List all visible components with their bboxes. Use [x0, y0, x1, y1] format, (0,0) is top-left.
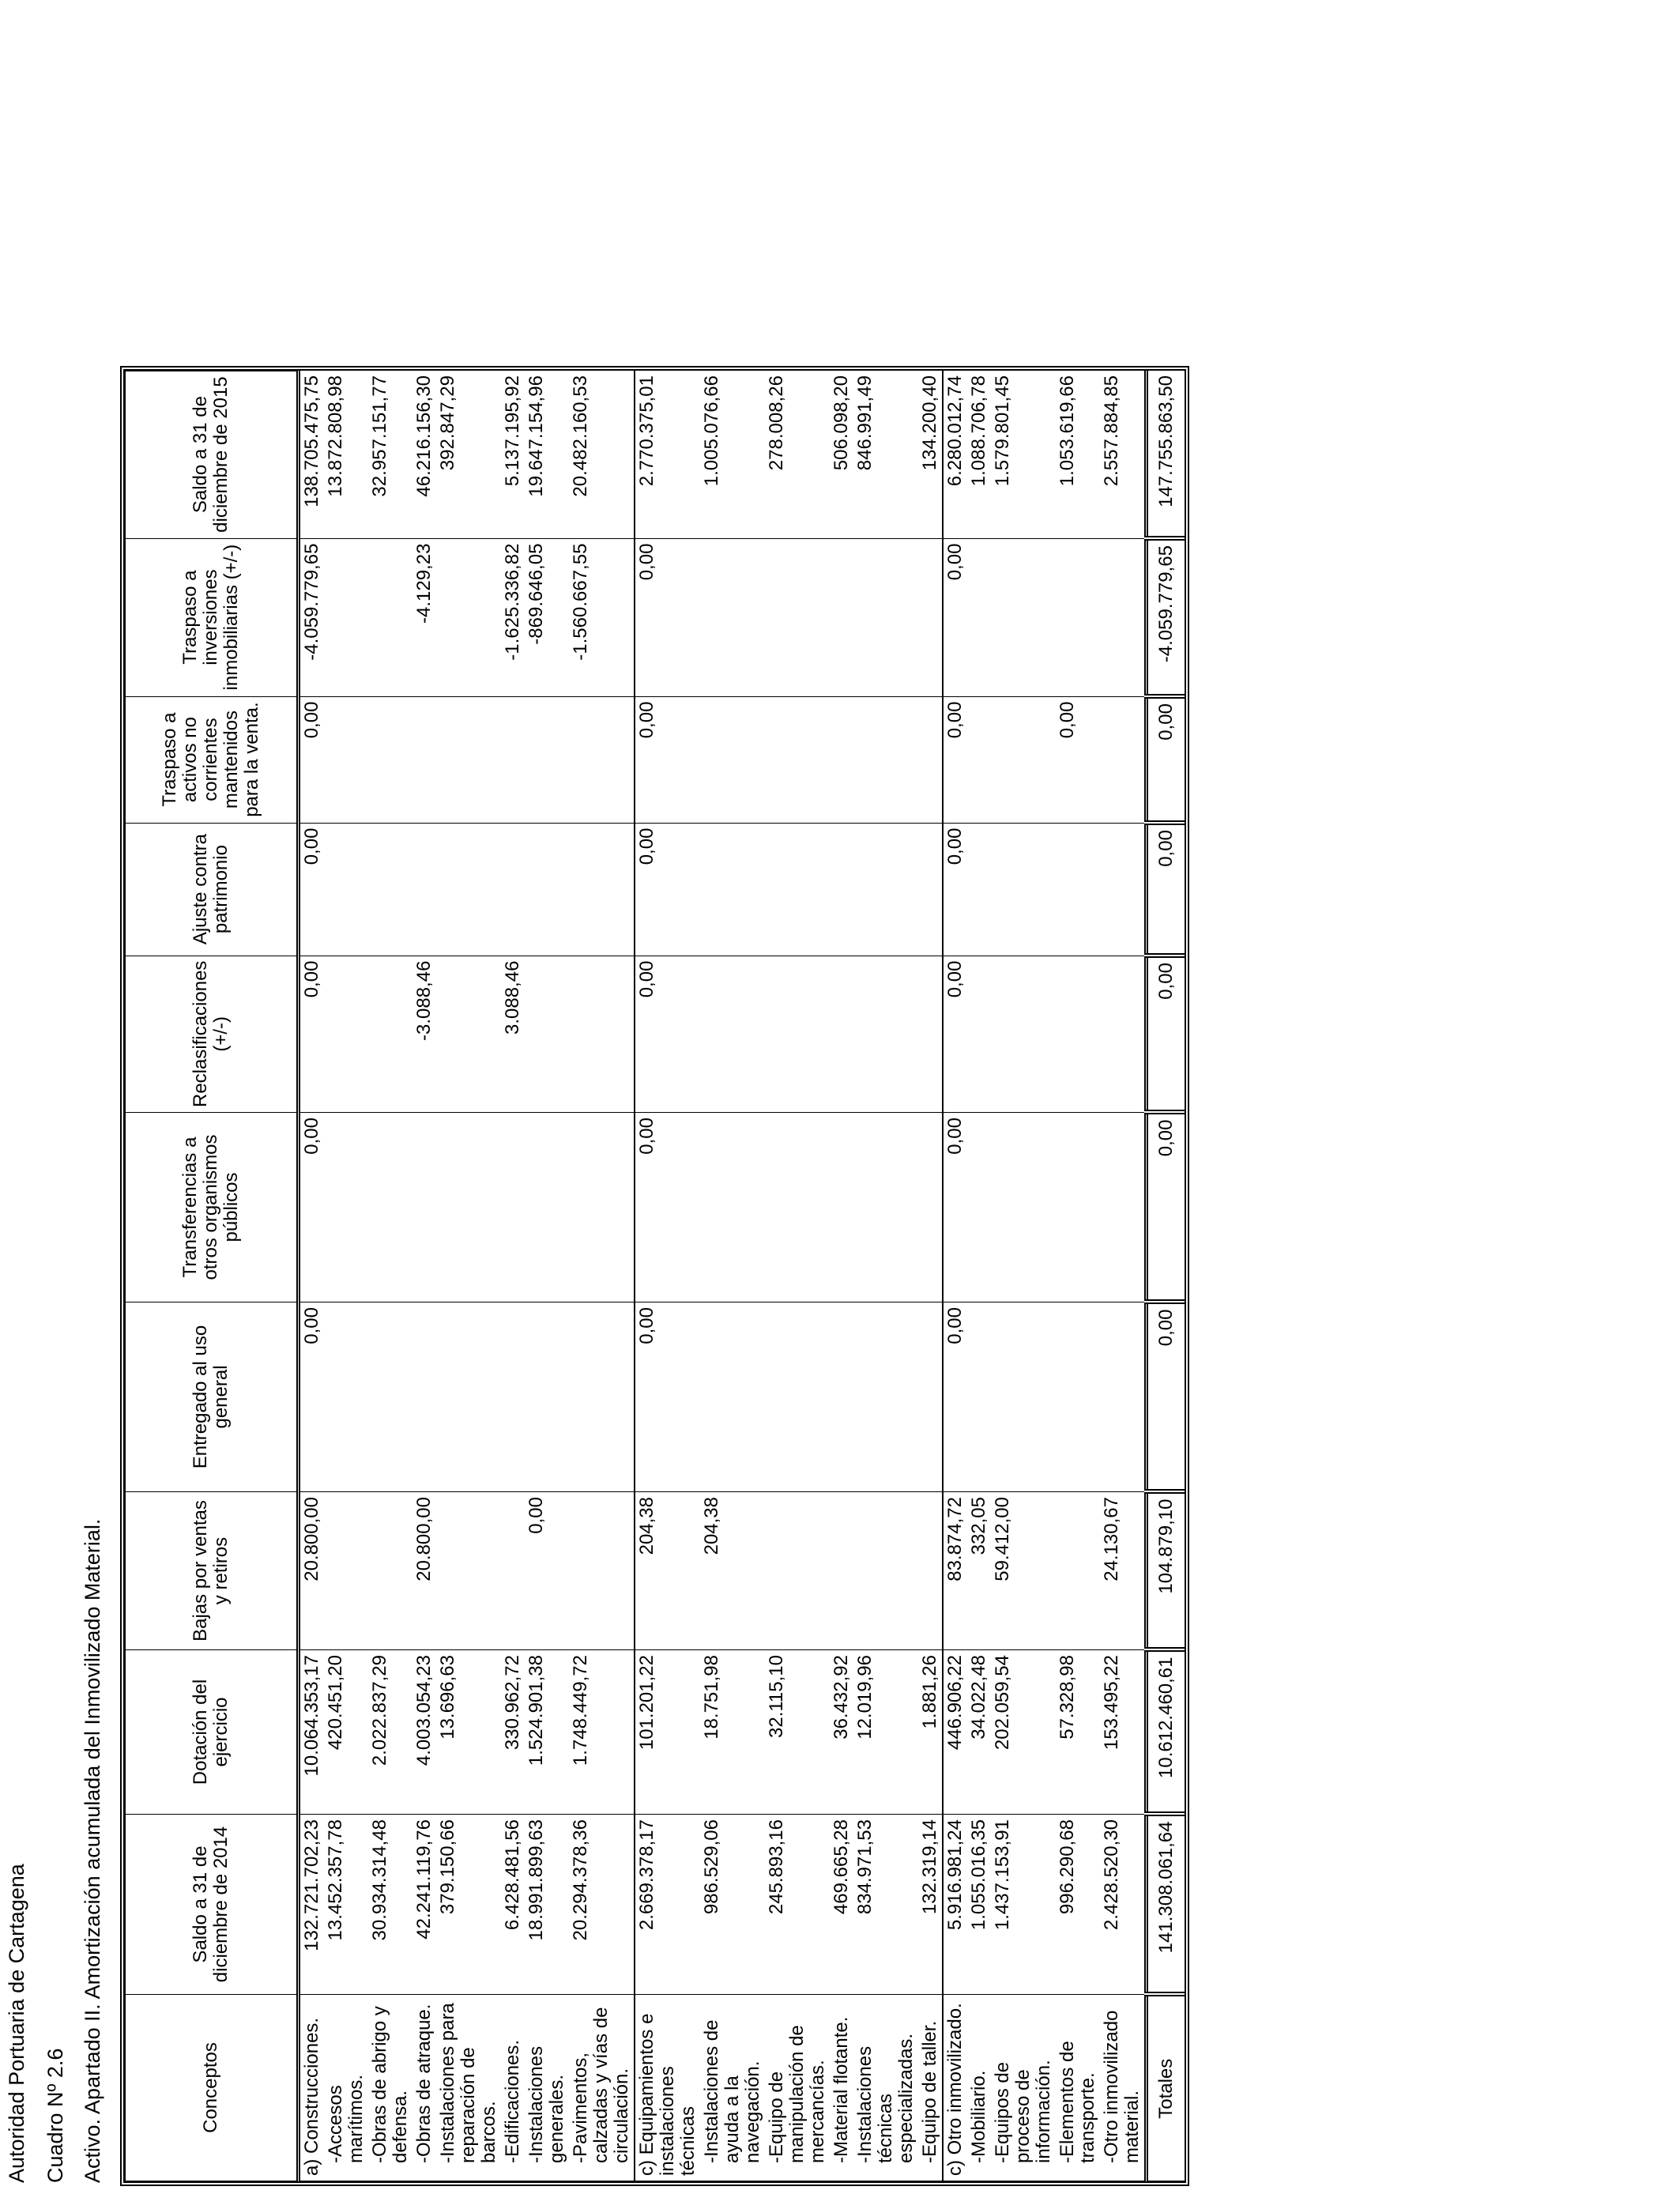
cell-transferencias — [700, 1113, 765, 1302]
cell-dotacion: 4.003.054,23 — [412, 1650, 436, 1815]
cell-saldo-2015: 46.216.156,30 — [412, 371, 436, 538]
cell-dotacion: 18.751,98 — [700, 1650, 765, 1815]
total-bajas: 104.879,10 — [1147, 1492, 1185, 1650]
cell-saldo-2015: 1.005.076,66 — [700, 371, 765, 538]
cell-transferencias — [1100, 1113, 1147, 1302]
total-dotacion: 10.612.460,61 — [1147, 1650, 1185, 1815]
cell-traspaso-activos: 0,00 — [635, 696, 700, 823]
table-number: Cuadro Nº 2.6 — [43, 2048, 67, 2183]
row-concept: -Mobiliario. — [967, 1995, 991, 2181]
cell-saldo-2014: 13.452.357,78 — [324, 1815, 368, 1995]
cell-entregado — [700, 1302, 765, 1492]
cell-reclasificaciones: 0,00 — [299, 956, 325, 1112]
cell-saldo-2014: 2.428.520,30 — [1100, 1815, 1147, 1995]
cell-saldo-2014: 42.241.119,76 — [412, 1815, 436, 1995]
amortization-table — [125, 371, 1185, 2181]
cell-dotacion: 446.906,22 — [943, 1650, 967, 1815]
cell-bajas — [501, 1492, 525, 1650]
cell-transferencias — [569, 1113, 635, 1302]
cell-bajas — [324, 1492, 368, 1650]
table-body — [299, 371, 1185, 2181]
cell-saldo-2014: 1.437.153,91 — [991, 1815, 1056, 1995]
cell-traspaso-inversiones: -1.625.336,82 — [501, 538, 525, 696]
table-row — [918, 371, 943, 2181]
cell-bajas: 204,38 — [635, 1492, 700, 1650]
cell-traspaso-activos — [765, 696, 830, 823]
cell-saldo-2015: 138.705.475,75 — [299, 371, 325, 538]
cell-bajas: 83.874,72 — [943, 1492, 967, 1650]
cell-traspaso-inversiones — [853, 538, 918, 696]
cell-traspaso-activos — [368, 696, 412, 823]
cell-entregado: 0,00 — [943, 1302, 967, 1492]
cell-saldo-2014: 6.428.481,56 — [501, 1815, 525, 1995]
cell-ajuste: 0,00 — [299, 823, 325, 956]
table-row — [853, 371, 918, 2181]
cell-dotacion: 1.524.901,38 — [525, 1650, 569, 1815]
table-row — [368, 371, 412, 2181]
cell-transferencias — [324, 1113, 368, 1302]
cell-saldo-2014: 2.669.378,17 — [635, 1815, 700, 1995]
row-concept: c) Equipamientos e instalaciones técnicas — [635, 1995, 700, 2181]
cell-dotacion: 1.881,26 — [918, 1650, 943, 1815]
organization-name: Autoridad Portuaria de Cartagena — [5, 1864, 28, 2183]
cell-transferencias — [525, 1113, 569, 1302]
cell-traspaso-inversiones — [1100, 538, 1147, 696]
row-concept: -Instalaciones generales. — [525, 1995, 569, 2181]
cell-traspaso-inversiones: -869.646,05 — [525, 538, 569, 696]
cell-saldo-2014: 379.150,66 — [436, 1815, 501, 1995]
total-traspaso-activos: 0,00 — [1147, 696, 1185, 823]
cell-traspaso-activos — [918, 696, 943, 823]
col-header-traspaso-activos: Traspaso a activos no corrientes mantenidos para la venta. — [126, 696, 299, 823]
row-concept: -Obras de abrigo y defensa. — [368, 1995, 412, 2181]
cell-saldo-2015: 6.280.012,74 — [943, 371, 967, 538]
total-reclasificaciones: 0,00 — [1147, 956, 1185, 1112]
col-header-entregado: Entregado al uso general — [126, 1302, 299, 1492]
cell-entregado: 0,00 — [635, 1302, 700, 1492]
cell-entregado — [765, 1302, 830, 1492]
cell-reclasificaciones — [991, 956, 1056, 1112]
cell-traspaso-inversiones — [967, 538, 991, 696]
cell-traspaso-activos — [569, 696, 635, 823]
cell-saldo-2014: 20.294.378,36 — [569, 1815, 635, 1995]
cell-saldo-2015: 20.482.160,53 — [569, 371, 635, 538]
cell-transferencias — [991, 1113, 1056, 1302]
cell-entregado — [1100, 1302, 1147, 1492]
col-header-conceptos: Conceptos — [126, 1995, 299, 2181]
table-header-row — [126, 371, 299, 2181]
cell-traspaso-activos — [1100, 696, 1147, 823]
cell-entregado — [436, 1302, 501, 1492]
row-concept: -Obras de atraque. — [412, 1995, 436, 2181]
cell-reclasificaciones — [700, 956, 765, 1112]
cell-reclasificaciones — [569, 956, 635, 1112]
cell-dotacion: 13.696,63 — [436, 1650, 501, 1815]
cell-traspaso-activos — [991, 696, 1056, 823]
row-concept: -Instalaciones para reparación de barcos. — [436, 1995, 501, 2181]
cell-dotacion: 420.451,20 — [324, 1650, 368, 1815]
cell-saldo-2015: 278.008,26 — [765, 371, 830, 538]
cell-traspaso-inversiones: 0,00 — [943, 538, 967, 696]
cell-transferencias — [918, 1113, 943, 1302]
cell-traspaso-activos — [830, 696, 853, 823]
cell-saldo-2014: 132.319,14 — [918, 1815, 943, 1995]
cell-saldo-2014: 18.991.899,63 — [525, 1815, 569, 1995]
cell-transferencias — [436, 1113, 501, 1302]
cell-dotacion: 12.019,96 — [853, 1650, 918, 1815]
cell-bajas: 0,00 — [525, 1492, 569, 1650]
cell-traspaso-activos: 0,00 — [1056, 696, 1100, 823]
cell-entregado — [991, 1302, 1056, 1492]
cell-bajas — [830, 1492, 853, 1650]
cell-bajas: 24.130,67 — [1100, 1492, 1147, 1650]
cell-reclasificaciones — [525, 956, 569, 1112]
cell-reclasificaciones — [830, 956, 853, 1112]
cell-traspaso-inversiones: -4.059.779,65 — [299, 538, 325, 696]
cell-traspaso-inversiones — [991, 538, 1056, 696]
cell-dotacion: 36.432,92 — [830, 1650, 853, 1815]
cell-reclasificaciones — [1100, 956, 1147, 1112]
cell-ajuste — [436, 823, 501, 956]
cell-transferencias — [967, 1113, 991, 1302]
col-header-saldo-2014: Saldo a 31 de diciembre de 2014 — [126, 1815, 299, 1995]
cell-dotacion: 202.059,54 — [991, 1650, 1056, 1815]
cell-reclasificaciones — [918, 956, 943, 1112]
total-saldo-2014: 141.308.061,64 — [1147, 1815, 1185, 1995]
cell-traspaso-inversiones — [436, 538, 501, 696]
cell-traspaso-inversiones: -1.560.667,55 — [569, 538, 635, 696]
cell-ajuste — [853, 823, 918, 956]
row-concept: -Equipos de proceso de información. — [991, 1995, 1056, 2181]
cell-bajas — [368, 1492, 412, 1650]
cell-traspaso-inversiones — [324, 538, 368, 696]
cell-saldo-2014: 30.934.314,48 — [368, 1815, 412, 1995]
cell-saldo-2015: 5.137.195,92 — [501, 371, 525, 538]
cell-bajas: 332,05 — [967, 1492, 991, 1650]
cell-entregado — [368, 1302, 412, 1492]
cell-entregado: 0,00 — [299, 1302, 325, 1492]
table-row — [967, 371, 991, 2181]
total-entregado: 0,00 — [1147, 1302, 1185, 1492]
cell-traspaso-activos — [501, 696, 525, 823]
cell-traspaso-activos — [853, 696, 918, 823]
cell-bajas — [853, 1492, 918, 1650]
cell-bajas — [765, 1492, 830, 1650]
cell-saldo-2015: 1.088.706,78 — [967, 371, 991, 538]
cell-reclasificaciones — [853, 956, 918, 1112]
cell-traspaso-inversiones — [700, 538, 765, 696]
cell-saldo-2014: 1.055.016,35 — [967, 1815, 991, 1995]
cell-ajuste — [569, 823, 635, 956]
cell-traspaso-activos — [412, 696, 436, 823]
cell-saldo-2015: 2.770.375,01 — [635, 371, 700, 538]
cell-reclasificaciones: -3.088,46 — [412, 956, 436, 1112]
cell-transferencias — [501, 1113, 525, 1302]
cell-dotacion: 330.962,72 — [501, 1650, 525, 1815]
cell-traspaso-inversiones — [368, 538, 412, 696]
cell-transferencias: 0,00 — [943, 1113, 967, 1302]
row-concept: -Equipo de taller. — [918, 1995, 943, 2181]
cell-dotacion: 57.328,98 — [1056, 1650, 1100, 1815]
cell-ajuste — [1100, 823, 1147, 956]
amortization-table-frame — [120, 366, 1189, 2186]
table-row — [765, 371, 830, 2181]
total-saldo-2015: 147.755.863,50 — [1147, 371, 1185, 538]
cell-traspaso-activos: 0,00 — [299, 696, 325, 823]
col-header-reclasificaciones: Reclasificaciones (+/-) — [126, 956, 299, 1112]
cell-saldo-2014: 132.721.702,23 — [299, 1815, 325, 1995]
cell-traspaso-inversiones — [830, 538, 853, 696]
cell-traspaso-inversiones: 0,00 — [635, 538, 700, 696]
cell-transferencias — [412, 1113, 436, 1302]
cell-ajuste: 0,00 — [635, 823, 700, 956]
cell-bajas — [436, 1492, 501, 1650]
cell-reclasificaciones — [765, 956, 830, 1112]
cell-traspaso-activos — [324, 696, 368, 823]
table-row — [412, 371, 436, 2181]
col-header-transferencias: Transferencias a otros organismos públicos — [126, 1113, 299, 1302]
cell-transferencias: 0,00 — [635, 1113, 700, 1302]
table-row — [569, 371, 635, 2181]
cell-ajuste — [1056, 823, 1100, 956]
cell-saldo-2015: 32.957.151,77 — [368, 371, 412, 538]
table-row — [324, 371, 368, 2181]
cell-ajuste — [991, 823, 1056, 956]
cell-saldo-2015: 506.098,20 — [830, 371, 853, 538]
cell-transferencias — [853, 1113, 918, 1302]
cell-transferencias — [368, 1113, 412, 1302]
cell-traspaso-inversiones: -4.129,23 — [412, 538, 436, 696]
total-traspaso-inversiones: -4.059.779,65 — [1147, 538, 1185, 696]
cell-saldo-2015: 134.200,40 — [918, 371, 943, 538]
row-concept: -Elementos de transporte. — [1056, 1995, 1100, 2181]
cell-saldo-2015: 846.991,49 — [853, 371, 918, 538]
col-header-saldo-2015: Saldo a 31 de diciembre de 2015 — [126, 371, 299, 538]
cell-entregado — [412, 1302, 436, 1492]
cell-reclasificaciones — [368, 956, 412, 1112]
table-row — [299, 371, 325, 2181]
cell-ajuste — [525, 823, 569, 956]
cell-saldo-2014: 245.893,16 — [765, 1815, 830, 1995]
cell-bajas: 20.800,00 — [299, 1492, 325, 1650]
table-row — [991, 371, 1056, 2181]
row-concept: a) Construcciones. — [299, 1995, 325, 2181]
row-concept: -Instalaciones de ayuda a la navegación. — [700, 1995, 765, 2181]
cell-saldo-2015: 2.557.884,85 — [1100, 371, 1147, 538]
cell-ajuste — [501, 823, 525, 956]
cell-traspaso-activos — [700, 696, 765, 823]
cell-traspaso-activos: 0,00 — [943, 696, 967, 823]
cell-ajuste — [918, 823, 943, 956]
totals-label: Totales — [1147, 1995, 1185, 2181]
totals-row — [1147, 371, 1185, 2181]
row-concept: -Material flotante. — [830, 1995, 853, 2181]
cell-entregado — [918, 1302, 943, 1492]
cell-reclasificaciones: 3.088,46 — [501, 956, 525, 1112]
cell-reclasificaciones — [436, 956, 501, 1112]
cell-entregado — [501, 1302, 525, 1492]
row-concept: -Edificaciones. — [501, 1995, 525, 2181]
table-row — [525, 371, 569, 2181]
cell-ajuste — [765, 823, 830, 956]
table-row — [501, 371, 525, 2181]
cell-dotacion: 153.495,22 — [1100, 1650, 1147, 1815]
cell-ajuste — [368, 823, 412, 956]
col-header-traspaso-inversiones: Traspaso a inversiones inmobiliarias (+/-) — [126, 538, 299, 696]
row-concept: -Instalaciones técnicas especializadas. — [853, 1995, 918, 2181]
cell-saldo-2014: 5.916.981,24 — [943, 1815, 967, 1995]
cell-entregado — [830, 1302, 853, 1492]
cell-bajas: 20.800,00 — [412, 1492, 436, 1650]
cell-saldo-2015: 19.647.154,96 — [525, 371, 569, 538]
cell-saldo-2014: 469.665,28 — [830, 1815, 853, 1995]
row-concept: -Otro inmovilizado material. — [1100, 1995, 1147, 2181]
cell-bajas — [569, 1492, 635, 1650]
cell-dotacion: 2.022.837,29 — [368, 1650, 412, 1815]
cell-traspaso-activos — [436, 696, 501, 823]
cell-reclasificaciones — [324, 956, 368, 1112]
cell-transferencias — [1056, 1113, 1100, 1302]
cell-transferencias: 0,00 — [299, 1113, 325, 1302]
cell-bajas: 59.412,00 — [991, 1492, 1056, 1650]
cell-ajuste — [967, 823, 991, 956]
table-row — [830, 371, 853, 2181]
row-concept: -Accesos marítimos. — [324, 1995, 368, 2181]
cell-saldo-2014: 996.290,68 — [1056, 1815, 1100, 1995]
table-row — [943, 371, 967, 2181]
cell-dotacion: 101.201,22 — [635, 1650, 700, 1815]
cell-saldo-2014: 834.971,53 — [853, 1815, 918, 1995]
table-row — [1056, 371, 1100, 2181]
cell-traspaso-inversiones — [1056, 538, 1100, 696]
table-row — [1100, 371, 1147, 2181]
cell-traspaso-inversiones — [765, 538, 830, 696]
cell-entregado — [569, 1302, 635, 1492]
table-row — [700, 371, 765, 2181]
cell-ajuste: 0,00 — [943, 823, 967, 956]
cell-dotacion: 32.115,10 — [765, 1650, 830, 1815]
cell-reclasificaciones — [1056, 956, 1100, 1112]
cell-transferencias — [765, 1113, 830, 1302]
col-header-dotacion: Dotación del ejercicio — [126, 1650, 299, 1815]
total-transferencias: 0,00 — [1147, 1113, 1185, 1302]
cell-reclasificaciones — [967, 956, 991, 1112]
cell-ajuste — [700, 823, 765, 956]
cell-entregado — [853, 1302, 918, 1492]
cell-ajuste — [412, 823, 436, 956]
table-title: Activo. Apartado II. Amortización acumulada del Inmovilizado Material. — [81, 1518, 104, 2183]
cell-dotacion: 34.022,48 — [967, 1650, 991, 1815]
cell-bajas: 204,38 — [700, 1492, 765, 1650]
cell-dotacion: 1.748.449,72 — [569, 1650, 635, 1815]
col-header-ajuste: Ajuste contra patrimonio — [126, 823, 299, 956]
cell-saldo-2015: 13.872.808,98 — [324, 371, 368, 538]
cell-reclasificaciones: 0,00 — [943, 956, 967, 1112]
table-row — [436, 371, 501, 2181]
cell-saldo-2014: 986.529,06 — [700, 1815, 765, 1995]
cell-traspaso-activos — [967, 696, 991, 823]
cell-entregado — [1056, 1302, 1100, 1492]
cell-entregado — [324, 1302, 368, 1492]
cell-ajuste — [324, 823, 368, 956]
cell-reclasificaciones: 0,00 — [635, 956, 700, 1112]
cell-transferencias — [830, 1113, 853, 1302]
cell-ajuste — [830, 823, 853, 956]
col-header-bajas: Bajas por ventas y retiros — [126, 1492, 299, 1650]
cell-entregado — [525, 1302, 569, 1492]
cell-saldo-2015: 1.579.801,45 — [991, 371, 1056, 538]
cell-traspaso-activos — [525, 696, 569, 823]
cell-bajas — [1056, 1492, 1100, 1650]
row-concept: c) Otro inmovilizado. — [943, 1995, 967, 2181]
cell-traspaso-inversiones — [918, 538, 943, 696]
row-concept: -Equipo de manipulación de mercancías. — [765, 1995, 830, 2181]
table-row — [635, 371, 700, 2181]
cell-bajas — [918, 1492, 943, 1650]
cell-saldo-2015: 1.053.619,66 — [1056, 371, 1100, 538]
cell-saldo-2015: 392.847,29 — [436, 371, 501, 538]
total-ajuste: 0,00 — [1147, 823, 1185, 956]
row-concept: -Pavimentos, calzadas y vías de circulación. — [569, 1995, 635, 2181]
cell-dotacion: 10.064.353,17 — [299, 1650, 325, 1815]
cell-entregado — [967, 1302, 991, 1492]
